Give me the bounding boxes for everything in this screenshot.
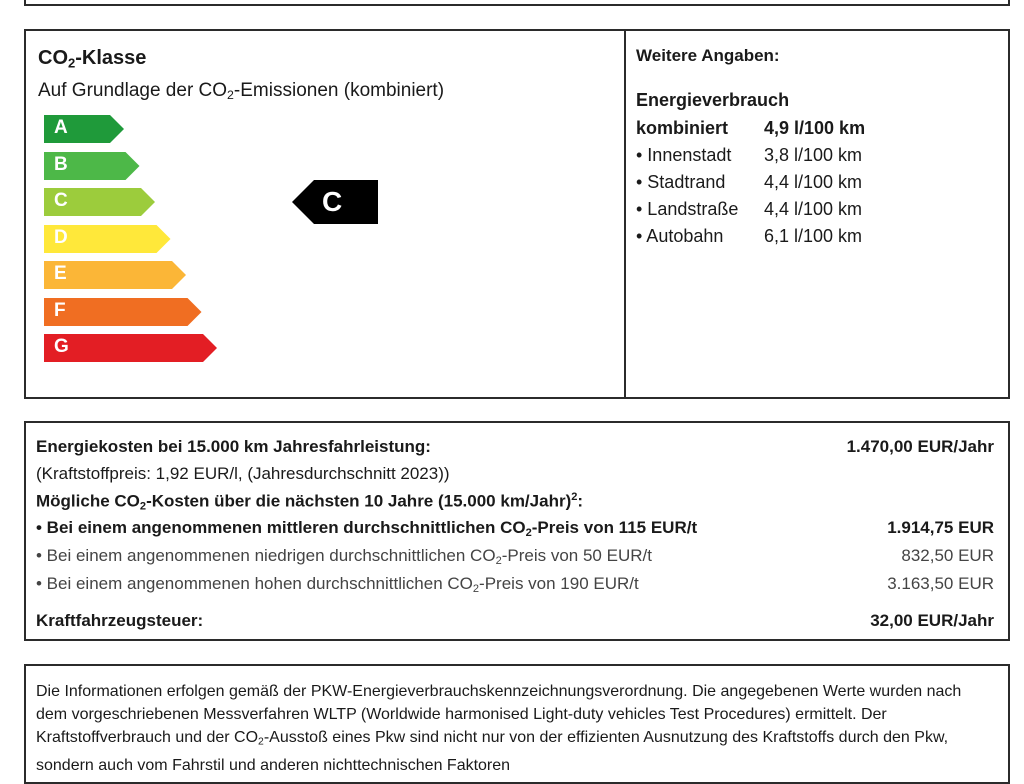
co2-class-bar-c (44, 188, 155, 216)
co2-class-bar-f (44, 298, 202, 326)
co2-class-title: $CO_2$-Klasse (38, 47, 147, 71)
co2-cost-low-value: 832,50 EUR (901, 546, 994, 565)
co2-class-letter: D (54, 226, 68, 248)
vehicle-tax-label: Kraftfahrzeugsteuer: (36, 611, 204, 630)
co2-cost-mid-label: • Bei einem angenommenen mittleren durchschnittlichen $CO_2$-Preis von 115 EUR/t (36, 518, 698, 539)
co2-class-letter: A (54, 117, 68, 138)
current-class-marker (292, 180, 378, 224)
co2-class-letter: B (54, 153, 68, 175)
co2-cost-high-label: • Bei einem angenommenen hohen durchschnittlichen $CO_2$-Preis von 190 EUR/t (36, 574, 639, 595)
co2-class-letter: G (54, 336, 69, 357)
top-strip (24, 0, 1010, 6)
co2-costs-heading: Mögliche $CO_2$-Kosten über die nächsten 10 Jahre (15.000 km/Jahr)$^2$: (36, 491, 584, 513)
co2-cost-high-value: 3.163,50 EUR (887, 574, 994, 593)
co2-class-bar-b (44, 152, 140, 180)
co2-class-bar-a (44, 115, 124, 143)
co2-class-bar-g (44, 334, 217, 362)
co2-cost-mid-value: 1.914,75 EUR (887, 518, 994, 537)
further-info-panel: Weitere Angaben: Energieverbrauch kombiniert 4,9 l/100 km • Innenstadt 3,8 l/100 km • Stadtrand 4,4 l/100 km • Landstraße 4,4 l/100 km • Autobahn 6,1 l/100 km (624, 29, 1010, 399)
legal-note-panel (24, 664, 1010, 784)
co2-class-letter: E (54, 263, 67, 284)
further-info-title: Weitere Angaben: (636, 46, 780, 65)
co2-class-panel (24, 29, 626, 399)
legal-note-text: Die Informationen erfolgen gemäß der PKW-Energieverbrauchskennzeichnungsverordnung. Die angegebenen Werte wurden nach dem vorgeschriebenen Messverfahren WLTP (Worldwide harmonised Light-duty vehicles Test Procedures) ermittelt. Der Kraftstoffverbrauch und der $CO_2$-Ausstoß eines Pkw sind nicht nur von der effizienten Ausnutzung des Kraftstoffs durch den Pkw, sondern auch vom Fahrstil und anderen nichttechnischen Faktoren (36, 683, 962, 774)
co2-class-bar-e (44, 261, 186, 289)
co2-class-subtitle: Auf Grundlage der $CO_2$-Emissionen (kombiniert) (38, 80, 445, 103)
fuel-price-note: (Kraftstoffpreis: 1,92 EUR/l, (Jahresdurchschnitt 2023)) (36, 464, 450, 483)
co2-class-letter: F (54, 299, 66, 321)
energy-costs-value: 1.470,00 EUR/Jahr (846, 437, 994, 456)
costs-panel (24, 421, 1010, 641)
co2-class-letter: C (54, 190, 68, 211)
energy-costs-label: Energiekosten bei 15.000 km Jahresfahrleistung: (36, 437, 431, 456)
vehicle-tax-value: 32,00 EUR/Jahr (870, 611, 994, 630)
current-class-letter: C (322, 186, 343, 217)
co2-cost-low-label: • Bei einem angenommenen niedrigen durchschnittlichen $CO_2$-Preis von 50 EUR/t (36, 546, 652, 567)
energy-consumption-heading: Energieverbrauch (636, 90, 790, 110)
co2-class-bar-d (44, 225, 171, 253)
